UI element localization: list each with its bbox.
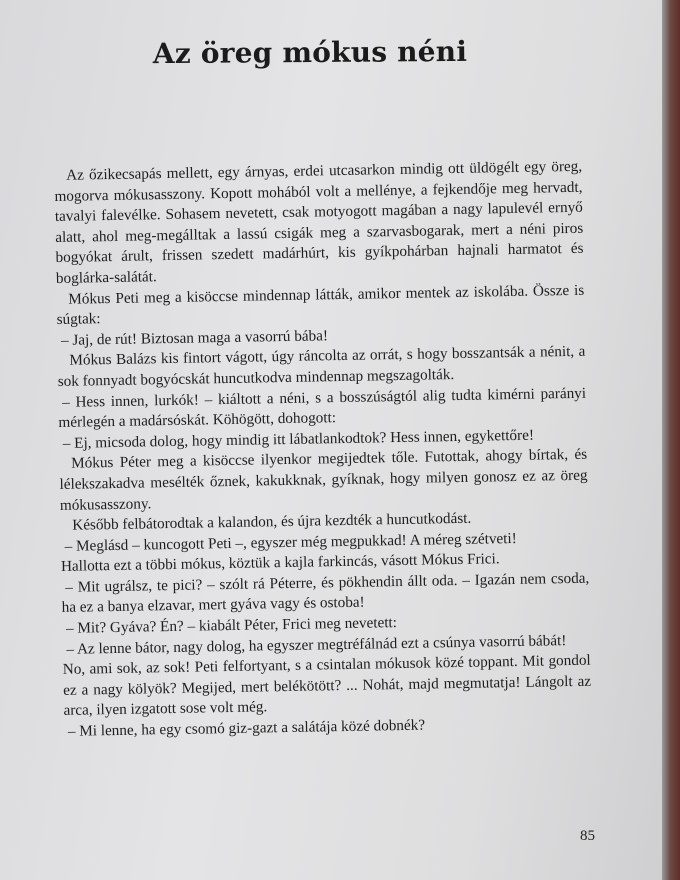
paragraph: Később felbátorodtak a kalandon, és újra kezdték a huncutkodást. — [72, 509, 472, 534]
story-text — [54, 157, 592, 743]
dialog-line: – Ej, micsoda dolog, hogy mindig itt lábatlankodtok? Hess innen, egykettőre! — [62, 426, 535, 452]
dialog-line: – Mit ugrálsz, te pici? – szólt rá Péterre, és pökhendin állt oda. – Igazán nem csoda, ha ez a banya elzavar, mert gyáva vagy és ostoba! — [61, 569, 590, 617]
dialog-line: – Az lenne bátor, nagy dolog, ha egyszer megtréfálnád ezt a csúnya vasorrú bábát! — [66, 631, 567, 658]
paragraph: Mókus Balázs kis fintort vágott, úgy ráncolta az orrát, s hogy bosszantsák a nénit, a sok fonnyadt bogyócskát huncutkodva mindennap megszagolták. — [57, 343, 586, 390]
dialog-line: – Meglásd – kuncogott Peti –, egyszer még megpukkad! A méreg szétveti! — [64, 529, 517, 555]
dialog-line: – Mi lenne, ha egy csomó giz-gazt a salátája közé dobnék? — [67, 716, 426, 740]
paragraph: Mókus Peti meg a kisöccse mindennap látták, amikor mentek az iskolába. Össze is súgtak: — [56, 281, 585, 329]
book-spine-edge — [662, 0, 680, 880]
dialog-line: – Hess innen, lurkók! – kiáltott a néni, s a bosszúságtól alig tudta kimérni parányi mérlegén a madársóskát. Köhögött, dohogott: — [58, 384, 587, 432]
dialog-line: – Mit? Gyáva? Én? – kiabált Péter, Frici meg nevetett: — [65, 614, 398, 637]
page-number: 85 — [580, 828, 595, 844]
paragraph: No, ami sok, az sok! Peti felfortyant, s a csintalan mókusok közé toppant. Mit gondol ez a nagy kölyök? Megijed, mert belékötött? ... Nohát, majd megmutatja! Lángolt az arca, ilyen izgatott sose volt még. — [62, 651, 592, 720]
paragraph: Az őzikecsapás mellett, egy árnyas, erdei utcasarkon mindig ott üldögélt egy öreg, mogorva mókusasszony. Kopott mohából volt a mellénye, a fejkendője meg hervadt, tavalyi falevélke. Sohasem nevetett, csak motyogott magában a nagy lapulevél ernyő alatt, ahol meg-megálltak a lassú csigák meg a szarvasbogarak, mert a néni piros bogyókat árult, frissen szedett madárhúrt, kis gyíkpohárban hajnali harmatot és boglárka-salátát. — [54, 157, 584, 287]
paragraph: Mókus Péter meg a kisöccse ilyenkor megijedtek tőle. Futottak, ahogy bírtak, és lélekszakadva mesélték őznek, kakukknak, gyíknak, hogy milyen gonosz ez az öreg mókusasszony. — [59, 446, 588, 514]
paragraph: Hallotta ezt a többi mókus, köztük a kajla farkincás, vásott Mókus Frici. — [60, 550, 500, 576]
chapter-title: Az öreg mókus néni — [152, 34, 468, 71]
dialog-line: – Jaj, de rút! Biztosan maga a vasorrú bába! — [60, 326, 329, 349]
